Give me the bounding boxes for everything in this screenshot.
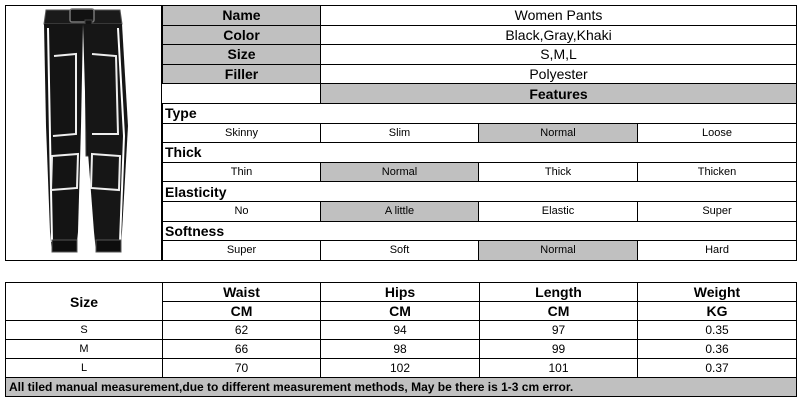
spec-value: Polyester — [321, 64, 797, 84]
feature-option: Elastic — [479, 201, 638, 221]
measurement-note: All tiled manual measurement,due to different measurement methods, May be there is 1-3 cm error. — [6, 378, 797, 397]
unit-label: CM — [321, 302, 480, 321]
measure-value: 62 — [163, 321, 321, 340]
spec-table — [162, 5, 797, 261]
measure-value: 99 — [480, 340, 638, 359]
feature-option: A little — [321, 201, 479, 221]
unit-label: CM — [163, 302, 321, 321]
measure-value: 70 — [163, 359, 321, 378]
feature-category-label: Type — [163, 103, 797, 123]
feature-category-row — [163, 221, 797, 241]
feature-category-label: Elasticity — [163, 182, 797, 202]
size-label: S — [6, 321, 163, 340]
feature-option: Normal — [321, 162, 479, 182]
spec-value: Black,Gray,Khaki — [321, 25, 797, 45]
measure-value: 94 — [321, 321, 480, 340]
measure-column-header: Waist — [163, 283, 321, 302]
size-chart-table — [5, 282, 797, 397]
size-label: M — [6, 340, 163, 359]
feature-option: Soft — [321, 241, 479, 261]
features-row — [163, 84, 797, 104]
note-row — [6, 378, 797, 397]
spacer-cell — [163, 84, 321, 104]
feature-category-row — [163, 103, 797, 123]
size-row — [6, 359, 797, 378]
feature-category-label: Thick — [163, 143, 797, 163]
unit-label: KG — [638, 302, 797, 321]
feature-option: Normal — [479, 123, 638, 143]
size-label: L — [6, 359, 163, 378]
feature-category-row — [163, 182, 797, 202]
pants-icon — [6, 6, 161, 260]
feature-option: Slim — [321, 123, 479, 143]
measure-value: 0.36 — [638, 340, 797, 359]
feature-option: Loose — [638, 123, 797, 143]
measure-value: 98 — [321, 340, 480, 359]
product-image — [5, 5, 162, 261]
unit-label: CM — [480, 302, 638, 321]
size-row — [6, 340, 797, 359]
spec-label: Size — [163, 45, 321, 65]
measure-value: 0.35 — [638, 321, 797, 340]
size-column-header: Size — [6, 283, 163, 321]
features-title: Features — [321, 84, 797, 104]
measure-column-header: Weight — [638, 283, 797, 302]
feature-option: Skinny — [163, 123, 321, 143]
feature-option: Super — [638, 201, 797, 221]
spec-row — [163, 45, 797, 65]
feature-option: Thick — [479, 162, 638, 182]
feature-option: Super — [163, 241, 321, 261]
spec-row — [163, 64, 797, 84]
measure-value: 66 — [163, 340, 321, 359]
measure-value: 101 — [480, 359, 638, 378]
spec-row — [163, 6, 797, 26]
spec-value: Women Pants — [321, 6, 797, 26]
feature-options-row — [163, 241, 797, 261]
feature-options-row — [163, 201, 797, 221]
spec-row — [163, 25, 797, 45]
measure-value: 102 — [321, 359, 480, 378]
feature-option: Hard — [638, 241, 797, 261]
feature-option: Thin — [163, 162, 321, 182]
spec-label: Name — [163, 6, 321, 26]
feature-options-row — [163, 162, 797, 182]
size-row — [6, 321, 797, 340]
feature-options-row — [163, 123, 797, 143]
measure-column-header: Length — [480, 283, 638, 302]
feature-option: Normal — [479, 241, 638, 261]
measure-column-header: Hips — [321, 283, 480, 302]
feature-category-label: Softness — [163, 221, 797, 241]
spec-label: Color — [163, 25, 321, 45]
feature-option: No — [163, 201, 321, 221]
spec-label: Filler — [163, 64, 321, 84]
measure-value: 0.37 — [638, 359, 797, 378]
feature-category-row — [163, 143, 797, 163]
spec-value: S,M,L — [321, 45, 797, 65]
size-header-row — [6, 283, 797, 302]
measure-value: 97 — [480, 321, 638, 340]
feature-option: Thicken — [638, 162, 797, 182]
